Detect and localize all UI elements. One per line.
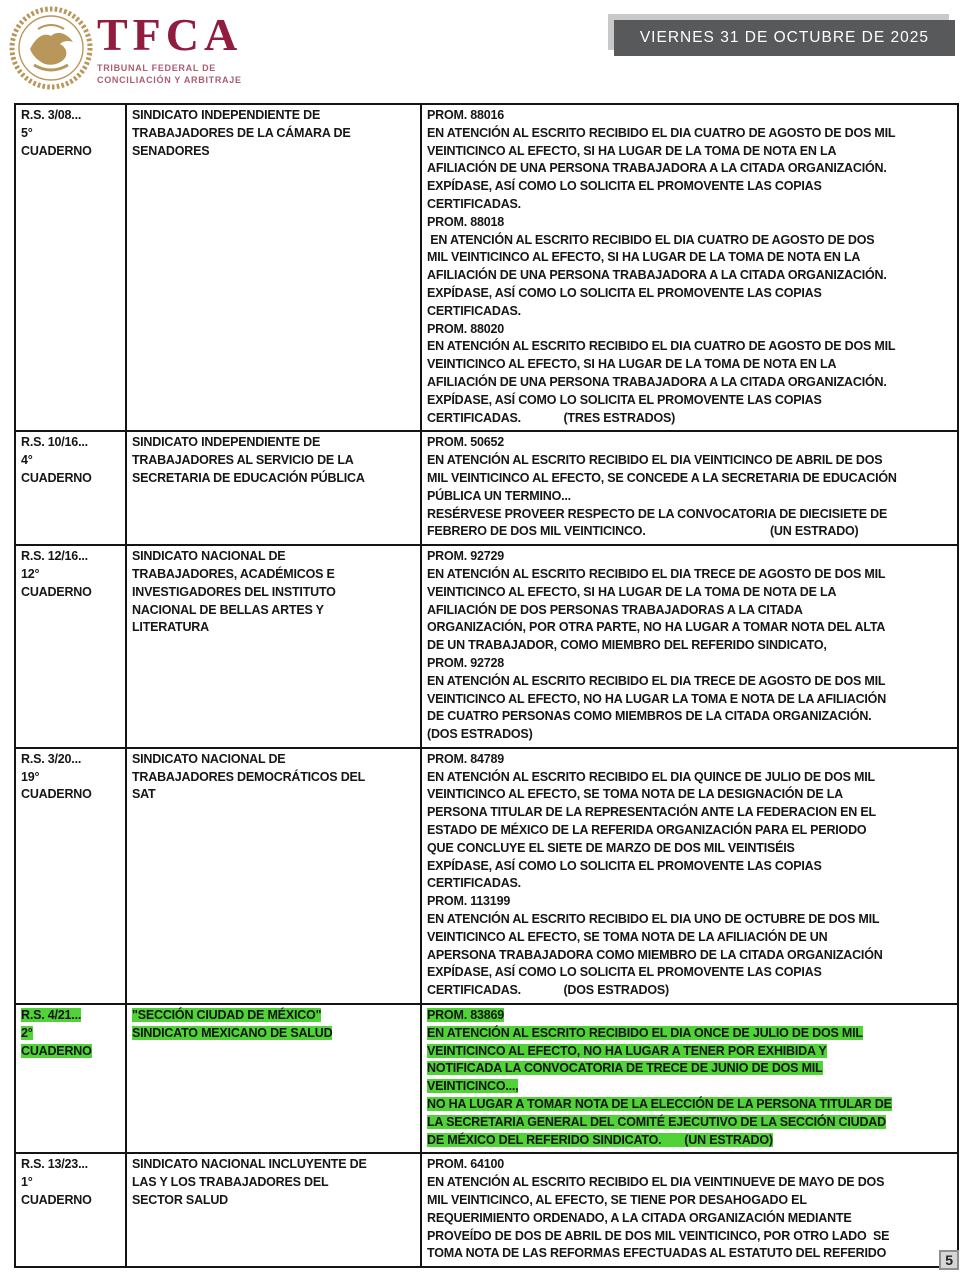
text-line: SINDICATO NACIONAL DE: [132, 751, 286, 766]
text-line: TRABAJADORES DEMOCRÁTICOS DEL: [132, 769, 366, 784]
sindicato-cell: [126, 431, 421, 545]
text-line: CERTIFICADAS.: [427, 876, 521, 891]
text-line: EN ATENCIÓN AL ESCRITO RECIBIDO EL DIA CUATRO DE AGOSTO DE DOS MIL: [427, 125, 896, 140]
text-line: VEINTICINCO AL EFECTO, SI HA LUGAR DE LA TOMA DE NOTA DE LA: [427, 584, 837, 599]
text-line: (DOS ESTRADOS): [427, 727, 533, 742]
text-line: 19°: [21, 769, 40, 784]
text-line: EN ATENCIÓN AL ESCRITO RECIBIDO EL DIA TRECE DE AGOSTO DE DOS MIL: [427, 566, 886, 581]
text-line: SAT: [132, 787, 156, 802]
text-line: R.S. 13/23...: [21, 1157, 88, 1172]
sindicato-cell: [126, 545, 421, 748]
text-line: FEBRERO DE DOS MIL VEINTICINCO. (UN ESTRADO): [427, 524, 859, 539]
text-line: SENADORES: [132, 143, 210, 158]
text-line: TRABAJADORES DE LA CÁMARA DE: [132, 125, 351, 140]
acuerdos-table: [14, 103, 959, 1268]
text-line: CERTIFICADAS.: [427, 303, 521, 318]
text-line: VEINTICINCO AL EFECTO, NO HA LUGAR A TENER POR EXHIBIDA Y: [427, 1043, 827, 1058]
table-row: [15, 431, 958, 545]
acuerdo-cell: [421, 431, 958, 545]
table-row: [15, 748, 958, 1004]
sindicato-cell: [126, 1153, 421, 1267]
header: [0, 0, 971, 100]
text-line: PROM. 88016: [427, 108, 505, 122]
text-line: LITERATURA: [132, 620, 209, 635]
text-line: NO HA LUGAR A TOMAR NOTA DE LA ELECCIÓN DE LA PERSONA TITULAR DE: [427, 1097, 892, 1112]
expediente-cell: [15, 748, 126, 1004]
acuerdo-cell: [421, 1153, 958, 1267]
page-number: 5: [939, 1250, 959, 1270]
text-line: VEINTICINCO AL EFECTO, SE TOMA NOTA DE LA DESIGNACIÓN DE LA: [427, 787, 844, 802]
text-line: SECTOR SALUD: [132, 1193, 228, 1208]
text-line: CUADERNO: [21, 143, 92, 158]
text-line: QUE CONCLUYE EL SIETE DE MARZO DE DOS MIL VEINTISÉIS: [427, 840, 795, 855]
text-line: INVESTIGADORES DEL INSTITUTO: [132, 584, 336, 599]
logo-subtitle-line1: TRIBUNAL FEDERAL DE: [97, 63, 216, 73]
date-banner-shadow: [608, 14, 949, 50]
expediente-cell: [15, 1153, 126, 1267]
expediente-cell: [15, 104, 126, 431]
text-line: EXPÍDASE, ASÍ COMO LO SOLICITA EL PROMOVENTE LAS COPIAS: [427, 285, 822, 300]
sindicato-cell: [126, 1004, 421, 1153]
text-line: EXPÍDASE, ASÍ COMO LO SOLICITA EL PROMOVENTE LAS COPIAS: [427, 179, 822, 194]
national-seal-icon: [8, 5, 94, 91]
text-line: SINDICATO MEXICANO DE SALUD: [132, 1025, 333, 1040]
text-line: 1°: [21, 1175, 33, 1190]
text-line: PROM. 92728: [427, 655, 505, 670]
text-line: RESÉRVESE PROVEER RESPECTO DE LA CONVOCATORIA DE DIECISIETE DE: [427, 506, 888, 521]
expediente-cell: [15, 545, 126, 748]
text-line: 12°: [21, 566, 40, 581]
text-line: R.S. 3/20...: [21, 751, 82, 766]
table-row: [15, 545, 958, 748]
text-line: 4°: [21, 453, 33, 468]
text-line: AFILIACIÓN DE UNA PERSONA TRABAJADORA A LA CITADA ORGANIZACIÓN.: [427, 268, 887, 283]
text-line: SINDICATO INDEPENDIENTE DE: [132, 435, 321, 450]
text-line: SINDICATO NACIONAL DE: [132, 549, 286, 564]
text-line: PERSONA TITULAR DE LA REPRESENTACIÓN ANTE LA FEDERACION EN EL: [427, 805, 876, 820]
text-line: PROM. 92729: [427, 549, 505, 564]
text-line: EXPÍDASE, ASÍ COMO LO SOLICITA EL PROMOVENTE LAS COPIAS: [427, 392, 822, 407]
acuerdos-table-body: [15, 104, 958, 1267]
text-line: APERSONA TRABAJADORA COMO MIEMBRO DE LA CITADA ORGANIZACIÓN: [427, 947, 883, 962]
text-line: MIL VEINTICINCO, AL EFECTO, SE TIENE POR DESAHOGADO EL: [427, 1193, 807, 1208]
text-line: PROM. 64100: [427, 1157, 505, 1172]
expediente-cell: [15, 1004, 126, 1153]
table-row: [15, 104, 958, 431]
text-line: SINDICATO NACIONAL INCLUYENTE DE: [132, 1157, 367, 1172]
text-line: AFILIACIÓN DE UNA PERSONA TRABAJADORA A LA CITADA ORGANIZACIÓN.: [427, 374, 887, 389]
text-line: CUADERNO: [21, 787, 92, 802]
date-banner: VIERNES 31 DE OCTUBRE DE 2025: [614, 20, 955, 56]
table-row: [15, 1153, 958, 1267]
text-line: SECRETARIA DE EDUCACIÓN PÚBLICA: [132, 470, 365, 485]
text-line: EN ATENCIÓN AL ESCRITO RECIBIDO EL DIA UNO DE OCTUBRE DE DOS MIL: [427, 912, 880, 927]
text-line: TOMA NOTA DE LAS REFORMAS EFECTUADAS AL ESTATUTO DEL REFERIDO: [427, 1246, 887, 1261]
expediente-cell: [15, 431, 126, 545]
text-line: VEINTICINCO AL EFECTO, SI HA LUGAR DE LA TOMA DE NOTA EN LA: [427, 357, 837, 372]
text-line: EN ATENCIÓN AL ESCRITO RECIBIDO EL DIA VEINTICINCO DE ABRIL DE DOS: [427, 453, 883, 468]
text-line: TRABAJADORES AL SERVICIO DE LA: [132, 453, 354, 468]
text-line: 5°: [21, 125, 33, 140]
acuerdo-cell: [421, 1004, 958, 1153]
text-line: SINDICATO INDEPENDIENTE DE: [132, 108, 321, 122]
text-line: REQUERIMIENTO ORDENADO, A LA CITADA ORGANIZACIÓN MEDIANTE: [427, 1210, 852, 1225]
acuerdo-cell: [421, 748, 958, 1004]
acuerdo-cell: [421, 545, 958, 748]
text-line: "SECCIÓN CIUDAD DE MÉXICO": [132, 1008, 322, 1023]
text-line: NOTIFICADA LA CONVOCATORIA DE TRECE DE JUNIO DE DOS MIL: [427, 1061, 823, 1076]
acuerdo-cell: [421, 104, 958, 431]
text-line: R.S. 10/16...: [21, 435, 88, 450]
text-line: 2°: [21, 1025, 33, 1040]
text-line: ESTADO DE MÉXICO DE LA REFERIDA ORGANIZACIÓN PARA EL PERIODO: [427, 823, 867, 838]
text-line: CUADERNO: [21, 470, 92, 485]
text-line: EN ATENCIÓN AL ESCRITO RECIBIDO EL DIA VEINTINUEVE DE MAYO DE DOS: [427, 1175, 885, 1190]
text-line: DE MÉXICO DEL REFERIDO SINDICATO. (UN ESTRADO): [427, 1132, 773, 1147]
text-line: PROM. 84789: [427, 751, 505, 766]
text-line: EXPÍDASE, ASÍ COMO LO SOLICITA EL PROMOVENTE LAS COPIAS: [427, 858, 822, 873]
text-line: LAS Y LOS TRABAJADORES DEL: [132, 1175, 329, 1190]
text-line: PROM. 113199: [427, 894, 511, 909]
logo-subtitle: [97, 62, 242, 86]
text-line: VEINTICINCO...,: [427, 1079, 519, 1094]
text-line: R.S. 4/21...: [21, 1008, 82, 1023]
text-line: CUADERNO: [21, 584, 92, 599]
text-line: AFILIACIÓN DE UNA PERSONA TRABAJADORA A LA CITADA ORGANIZACIÓN.: [427, 161, 887, 176]
sindicato-cell: [126, 104, 421, 431]
table-row: [15, 1004, 958, 1153]
text-line: VEINTICINCO AL EFECTO, SI HA LUGAR DE LA TOMA DE NOTA EN LA: [427, 143, 837, 158]
text-line: DE UN TRABAJADOR, COMO MIEMBRO DEL REFERIDO SINDICATO,: [427, 638, 827, 653]
text-line: EXPÍDASE, ASÍ COMO LO SOLICITA EL PROMOVENTE LAS COPIAS: [427, 965, 822, 980]
sindicato-cell: [126, 748, 421, 1004]
logo: [97, 9, 243, 86]
text-line: MIL VEINTICINCO AL EFECTO, SI HA LUGAR DE LA TOMA DE NOTA EN LA: [427, 250, 861, 265]
text-line: MIL VEINTICINCO AL EFECTO, SE CONCEDE A LA SECRETARIA DE EDUCACIÓN: [427, 470, 897, 485]
text-line: LA SECRETARIA GENERAL DEL COMITÉ EJECUTIVO DE LA SECCIÓN CIUDAD: [427, 1114, 886, 1129]
logo-subtitle-line2: CONCILIACIÓN Y ARBITRAJE: [97, 75, 242, 86]
text-line: NACIONAL DE BELLAS ARTES Y: [132, 602, 324, 617]
text-line: VEINTICINCO AL EFECTO, NO HA LUGAR LA TOMA E NOTA DE LA AFILIACIÓN: [427, 691, 887, 706]
text-line: R.S. 12/16...: [21, 549, 88, 564]
text-line: TRABAJADORES, ACADÉMICOS E: [132, 566, 335, 581]
text-line: PROM. 50652: [427, 435, 505, 450]
text-line: AFILIACIÓN DE DOS PERSONAS TRABAJADORAS A LA CITADA: [427, 602, 803, 617]
text-line: CERTIFICADAS. (TRES ESTRADOS): [427, 410, 676, 425]
text-line: CUADERNO: [21, 1043, 92, 1058]
text-line: DE CUATRO PERSONAS COMO MIEMBROS DE LA CITADA ORGANIZACIÓN.: [427, 709, 872, 724]
text-line: PÚBLICA UN TERMINO...: [427, 488, 571, 503]
text-line: PROM. 88018: [427, 214, 505, 229]
text-line: CERTIFICADAS. (DOS ESTRADOS): [427, 983, 670, 998]
text-line: R.S. 3/08...: [21, 108, 82, 122]
text-line: VEINTICINCO AL EFECTO, SE TOMA NOTA DE LA AFILIACIÓN DE UN: [427, 929, 828, 944]
text-line: EN ATENCIÓN AL ESCRITO RECIBIDO EL DIA CUATRO DE AGOSTO DE DOS MIL: [427, 339, 896, 354]
text-line: PROVEÍDO DE DOS DE ABRIL DE DOS MIL VEINTICINCO, POR OTRO LADO SE: [427, 1228, 890, 1243]
text-line: CERTIFICADAS.: [427, 196, 521, 211]
text-line: EN ATENCIÓN AL ESCRITO RECIBIDO EL DIA ONCE DE JULIO DE DOS MIL: [427, 1025, 863, 1040]
text-line: PROM. 88020: [427, 321, 505, 336]
text-line: CUADERNO: [21, 1193, 92, 1208]
text-line: PROM. 83869: [427, 1008, 505, 1023]
logo-acronym: TFCA: [97, 9, 243, 60]
text-line: ORGANIZACIÓN, POR OTRA PARTE, NO HA LUGAR A TOMAR NOTA DEL ALTA: [427, 620, 886, 635]
text-line: EN ATENCIÓN AL ESCRITO RECIBIDO EL DIA QUINCE DE JULIO DE DOS MIL: [427, 769, 875, 784]
text-line: EN ATENCIÓN AL ESCRITO RECIBIDO EL DIA TRECE DE AGOSTO DE DOS MIL: [427, 673, 886, 688]
text-line: EN ATENCIÓN AL ESCRITO RECIBIDO EL DIA CUATRO DE AGOSTO DE DOS: [427, 232, 875, 247]
